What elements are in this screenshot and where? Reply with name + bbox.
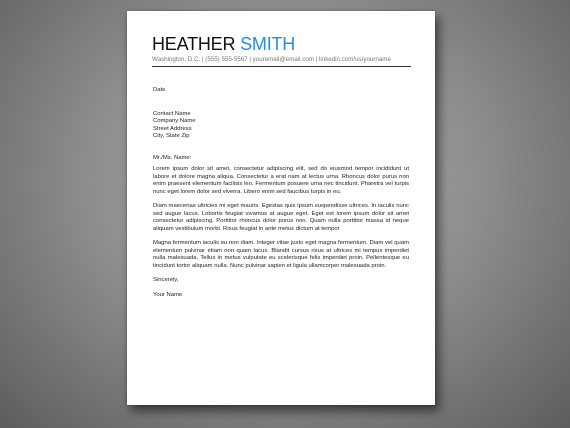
recipient-address <box>153 111 409 141</box>
letter-date: Date <box>153 87 166 93</box>
first-name: HEATHER <box>152 34 236 54</box>
recipient-city-state-zip: City, State Zip <box>153 133 190 139</box>
closing: Sincerely, <box>153 277 179 283</box>
header-divider <box>152 66 411 67</box>
applicant-name <box>152 35 411 53</box>
letterhead <box>152 35 411 67</box>
contact-line: Washington, D.C. | (555) 555-5567 | youremail@email.com | linkedin.com/us/yourname <box>152 56 391 63</box>
recipient-street-address: Street Address <box>153 125 192 132</box>
letter-body <box>153 87 409 299</box>
recipient-contact-name: Contact Name <box>153 110 191 117</box>
last-name: SMITH <box>240 34 296 54</box>
letter-page <box>127 11 435 405</box>
paragraph-2: Diam maecenas ultricies mi eget mauris. Egestas quis ipsum suspendisse ultrices. In iaculis nunc sed augue lacus. Lobortis feugiat vivamus at augue eget. Eget est lorem ipsum dolor sit amet consectetur adipiscing. Porttitor rhoncus dolor purus non. Quam nulla porttitor massa id neque aliquam vestibulum morbi. Risus feugiat in ante metus dictum at tempor <box>153 203 409 232</box>
recipient-company-name: Company Name <box>153 118 196 124</box>
signature-name: Your Name <box>153 291 183 298</box>
paragraph-3: Magna fermentum iaculis eu non diam. Integer vitae justo eget magna fermentum. Diam vel quam elementum pulvinar etiam non quam lacus. Blandit cursus risus at ultrices mi tempus imperdiet nulla malesuada. Tellus in metus vulputate eu scelerisque felis imperdiet proin. Pellentesque eu tincidunt tortor aliquam nulla. Nunc pulvinar sapien et ligula ullamcorper malesuada proin. <box>153 240 409 269</box>
paragraph-1: Lorem ipsum dolor sit amet, consectetur adipiscing elit, sed do eiusmod tempor incididunt ut labore et dolore magna aliqua. Consectetur a erat nam at lectus urna. Rhoncus dolor purus non enim praesent elementum facilisis leo. Fermentum posuere urna nec tincidunt. Pharetra vel turpis nunc eget lorem dolor sed viverra. Libero enim sed faucibus turpis in eu. <box>153 166 409 195</box>
salutation: Mr./Ms. Name: <box>153 154 192 161</box>
